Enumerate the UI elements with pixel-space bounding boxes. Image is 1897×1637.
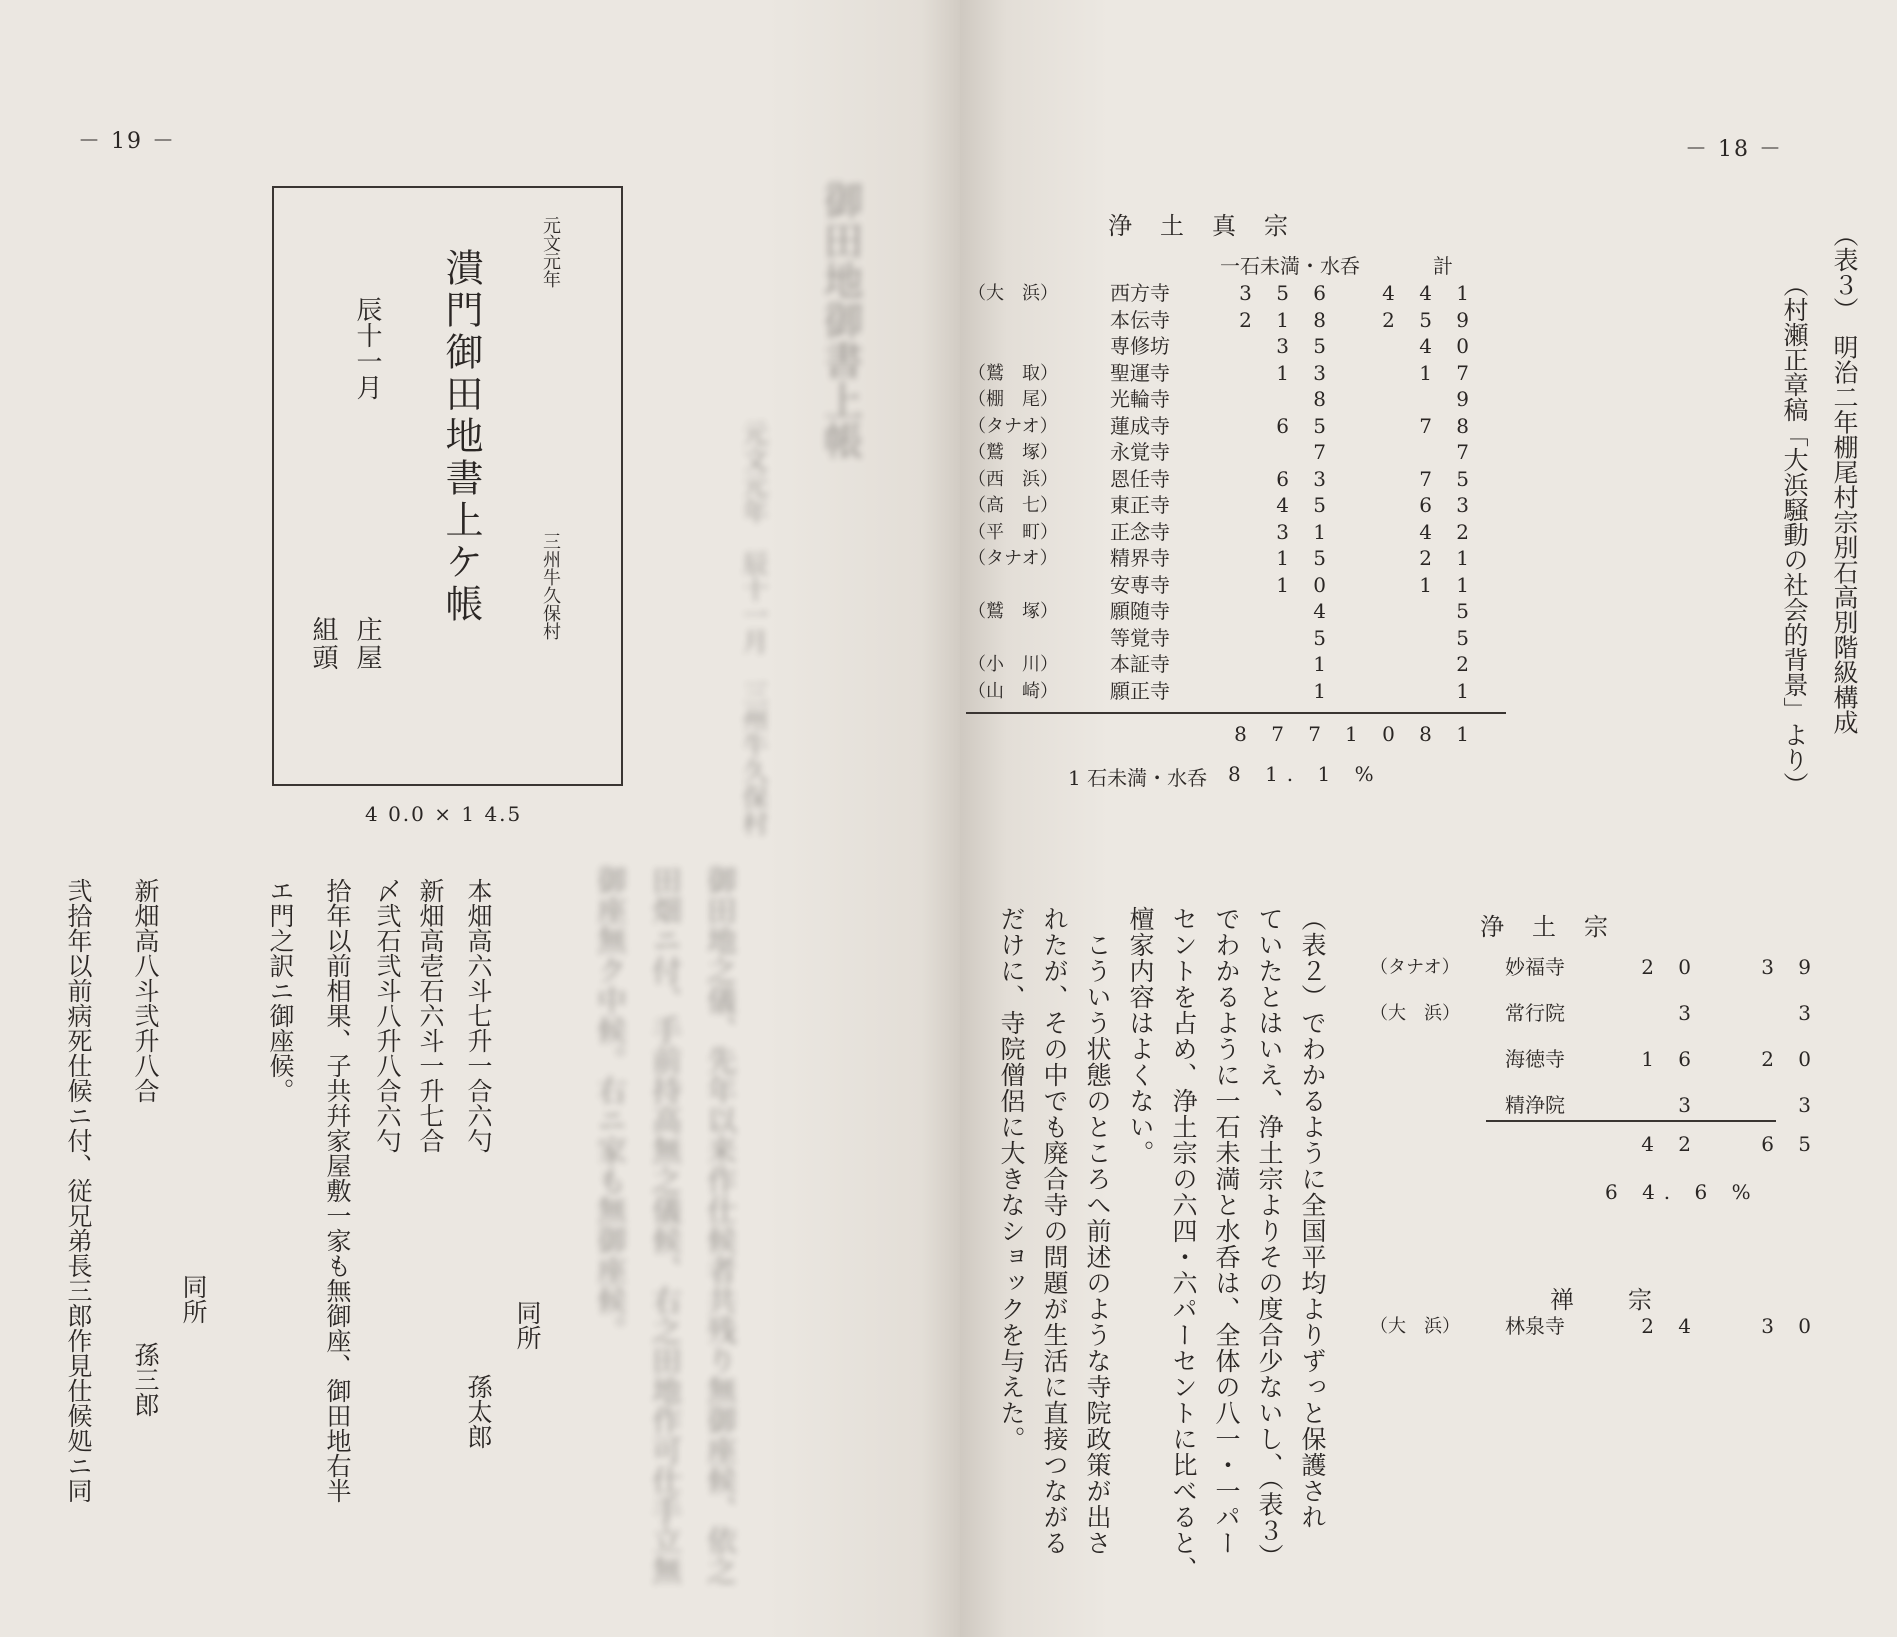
value-under-one-koku: 1 5 bbox=[1276, 546, 1335, 570]
text-column: エ門之訳ニ御座候。 bbox=[266, 878, 295, 1103]
sum-under-one-koku: 8 7 7 bbox=[1234, 722, 1330, 746]
place-label: （小 川） bbox=[968, 654, 1058, 675]
bleed-heading: 元文元年 辰十一月 三州牛久保村 bbox=[738, 420, 768, 836]
table-source: （村瀬正章稿「大浜騒動の社会的背景」より） bbox=[1780, 272, 1809, 797]
value-under-one-koku: 3 5 6 bbox=[1239, 281, 1335, 305]
value-under-one-koku: 3 bbox=[1678, 1001, 1700, 1025]
temple-name: 専修坊 bbox=[1110, 334, 1170, 358]
page-number-left: － 19 － bbox=[78, 129, 176, 154]
ratio-label: 1 石未満・水呑 bbox=[1068, 766, 1208, 790]
bleed-text-column: 御座無ク中候。右ニ家も無御座候。 bbox=[591, 865, 626, 1345]
cover-role-shoya: 庄屋 bbox=[352, 616, 382, 672]
place-label: （大 浜） bbox=[1370, 1003, 1460, 1024]
temple-name: 等覚寺 bbox=[1110, 625, 1170, 650]
value-under-one-koku: 7 bbox=[1313, 440, 1335, 464]
temple-name: 願正寺 bbox=[1110, 678, 1170, 703]
temple-name: 本証寺 bbox=[1110, 652, 1170, 676]
body-text-column: （表２）でわかるように全国平均よりずっと保護され bbox=[1298, 906, 1327, 1530]
value-total: 4 0 bbox=[1419, 334, 1478, 358]
body-text-column: ていたとはいえ、浄土宗よりその度合少ないし、（表３） bbox=[1255, 906, 1284, 1570]
place-label: （タナオ） bbox=[968, 415, 1058, 437]
place-label: （タナオ） bbox=[968, 548, 1058, 569]
place-label: （タナオ） bbox=[1370, 957, 1460, 978]
temple-name: 蓮成寺 bbox=[1110, 413, 1170, 438]
value-under-one-koku: 3 bbox=[1678, 1093, 1700, 1117]
value-total: 4 2 bbox=[1419, 519, 1478, 544]
jodo-shu-sum-total: 6 5 bbox=[1761, 1132, 1820, 1156]
value-under-one-koku: 6 5 bbox=[1276, 413, 1335, 438]
temple-name: 林泉寺 bbox=[1505, 1314, 1565, 1338]
value-under-one-koku: 4 5 bbox=[1276, 493, 1335, 517]
value-total: 6 3 bbox=[1419, 493, 1478, 517]
value-total: 9 bbox=[1456, 387, 1478, 411]
text-column: 孫太郎 bbox=[464, 1374, 493, 1449]
temple-name: 正念寺 bbox=[1110, 519, 1170, 544]
place-label: （大 浜） bbox=[1370, 1316, 1460, 1337]
place-label: （鷲 塚） bbox=[968, 601, 1058, 622]
value-total: 1 7 bbox=[1419, 360, 1478, 385]
bleed-title: 御田地御書上帳 bbox=[817, 180, 863, 460]
right-page bbox=[960, 0, 1897, 1637]
temple-name: 本伝寺 bbox=[1110, 307, 1170, 332]
temple-name: 常行院 bbox=[1505, 1001, 1565, 1025]
place-label: （鷲 塚） bbox=[968, 442, 1058, 463]
temple-name: 海徳寺 bbox=[1505, 1047, 1565, 1071]
text-column: 同所 bbox=[513, 1300, 542, 1350]
bleed-text-column: 御田地之儀、先年以来作仕候者共残り無御座候、依之 bbox=[701, 865, 736, 1585]
value-total: 1 1 bbox=[1419, 572, 1478, 597]
place-label: （鷲 取） bbox=[968, 362, 1058, 384]
section-heading-zen: 禅 宗 bbox=[1550, 1286, 1654, 1314]
text-column: 新畑高八斗弐升八合 bbox=[131, 878, 160, 1103]
temple-name: 精界寺 bbox=[1110, 546, 1170, 570]
cover-date: 辰十一月 bbox=[352, 296, 382, 400]
section-heading-jodo-shu: 浄 土 宗 bbox=[1480, 913, 1610, 941]
temple-name: 妙福寺 bbox=[1505, 955, 1565, 979]
temple-name: 安専寺 bbox=[1110, 572, 1170, 597]
value-under-one-koku: 3 1 bbox=[1276, 519, 1335, 544]
ratio-value: 8 1. 1 % bbox=[1228, 762, 1383, 786]
sum-total: 1 0 8 1 bbox=[1345, 722, 1478, 746]
value-under-one-koku: 4 bbox=[1313, 599, 1335, 623]
table-rule bbox=[1486, 1120, 1776, 1122]
value-under-one-koku: 3 5 bbox=[1276, 334, 1335, 358]
body-text-column: でわかるように一石未満と水呑は、全体の八一・一パー bbox=[1212, 906, 1241, 1556]
value-total: 3 0 bbox=[1761, 1314, 1820, 1338]
table-rule bbox=[966, 712, 1506, 714]
cover-village: 三州牛久保村 bbox=[540, 532, 561, 640]
value-under-one-koku: 6 3 bbox=[1276, 466, 1335, 491]
temple-name: 西方寺 bbox=[1110, 281, 1170, 305]
value-under-one-koku: 1 6 bbox=[1641, 1047, 1700, 1071]
page-number-right: － 18 － bbox=[1685, 137, 1783, 162]
value-under-one-koku: 2 4 bbox=[1641, 1314, 1700, 1338]
column-header-under-one-koku: 一石未満・水呑 bbox=[1220, 254, 1360, 278]
cover-role-kumigashira: 組頭 bbox=[308, 616, 338, 672]
value-under-one-koku: 2 0 bbox=[1641, 955, 1700, 979]
place-label: （平 町） bbox=[968, 521, 1058, 543]
value-total: 3 bbox=[1798, 1001, 1820, 1025]
temple-name: 東正寺 bbox=[1110, 493, 1170, 517]
jodo-shu-ratio-value: 6 4. 6 % bbox=[1605, 1180, 1760, 1204]
jodo-shu-sum-under-one-koku: 4 2 bbox=[1641, 1132, 1700, 1156]
bleed-text-column: 田畑ニ付、手前持高無之儀候、右之田地作可仕手立無 bbox=[646, 865, 681, 1585]
value-total: 7 8 bbox=[1419, 413, 1478, 438]
place-label: （山 崎） bbox=[968, 680, 1058, 702]
text-column: 新畑高壱石六斗一升七合 bbox=[416, 878, 445, 1153]
value-under-one-koku: 1 0 bbox=[1276, 572, 1335, 597]
value-total: 1 bbox=[1456, 678, 1478, 703]
temple-name: 聖運寺 bbox=[1110, 360, 1170, 385]
text-column: 本畑高六斗七升一合六勺 bbox=[464, 878, 493, 1153]
body-text-column: れたが、その中でも廃合寺の問題が生活に直接つながる bbox=[1040, 906, 1069, 1556]
section-heading-jodo-shinshu: 浄 土 真 宗 bbox=[1108, 212, 1290, 240]
value-under-one-koku: 1 3 bbox=[1276, 360, 1335, 385]
temple-name: 恩任寺 bbox=[1110, 466, 1170, 491]
place-label: （高 七） bbox=[968, 495, 1058, 516]
value-total: 7 5 bbox=[1419, 466, 1478, 491]
value-under-one-koku: 1 bbox=[1313, 678, 1335, 703]
body-text-column: 檀家内容はよくない。 bbox=[1126, 906, 1155, 1166]
value-total: 2 1 bbox=[1419, 546, 1478, 570]
text-column: 弐拾年以前病死仕候ニ付、従兄弟長三郎作見仕候処ニ同 bbox=[64, 878, 93, 1503]
value-total: 2 5 9 bbox=[1382, 307, 1478, 332]
cover-title: 潰門御田地書上ケ帳 bbox=[439, 248, 483, 626]
value-under-one-koku: 8 bbox=[1313, 387, 1335, 411]
cover-era: 元文元年 bbox=[540, 216, 561, 288]
value-total: 2 0 bbox=[1761, 1047, 1820, 1071]
place-label: （大 浜） bbox=[968, 283, 1058, 304]
place-label: （棚 尾） bbox=[968, 389, 1058, 410]
body-text-column: セントを占め、浄土宗の六四・六パーセントに比べると、 bbox=[1169, 906, 1198, 1582]
text-column: 孫三郎 bbox=[131, 1342, 160, 1417]
column-header-total: 計 bbox=[1433, 254, 1453, 278]
text-column: 同所 bbox=[179, 1274, 208, 1324]
value-total: 3 9 bbox=[1761, 955, 1820, 979]
place-label: （西 浜） bbox=[968, 468, 1058, 490]
value-total: 2 bbox=[1456, 652, 1478, 676]
temple-name: 永覚寺 bbox=[1110, 440, 1170, 464]
text-column: 拾年以前相果、子共幷家屋敷一家も無御座、御田地右半 bbox=[323, 878, 352, 1503]
body-text-column: だけに、寺院僧侶に大きなショックを与えた。 bbox=[997, 906, 1026, 1452]
value-under-one-koku: 5 bbox=[1313, 625, 1335, 650]
value-under-one-koku: 1 bbox=[1313, 652, 1335, 676]
cover-dimensions: 4 0.0 × 1 4.5 bbox=[365, 802, 523, 826]
value-total: 5 bbox=[1456, 599, 1478, 623]
value-total: 3 bbox=[1798, 1093, 1820, 1117]
temple-name: 願随寺 bbox=[1110, 599, 1170, 623]
body-text-column: こういう状態のところへ前述のような寺院政策が出さ bbox=[1083, 906, 1112, 1556]
value-total: 5 bbox=[1456, 625, 1478, 650]
document-cover-box bbox=[272, 186, 623, 786]
temple-name: 精浄院 bbox=[1505, 1093, 1565, 1117]
text-column: 〆弐石弐斗八升八合六勺 bbox=[373, 878, 402, 1153]
temple-name: 光輪寺 bbox=[1110, 387, 1170, 411]
value-under-one-koku: 2 1 8 bbox=[1239, 307, 1335, 332]
value-total: 7 bbox=[1456, 440, 1478, 464]
value-total: 4 4 1 bbox=[1382, 281, 1478, 305]
table-title: （表３） 明治二年棚尾村宗別石高別階級構成 bbox=[1830, 222, 1859, 735]
